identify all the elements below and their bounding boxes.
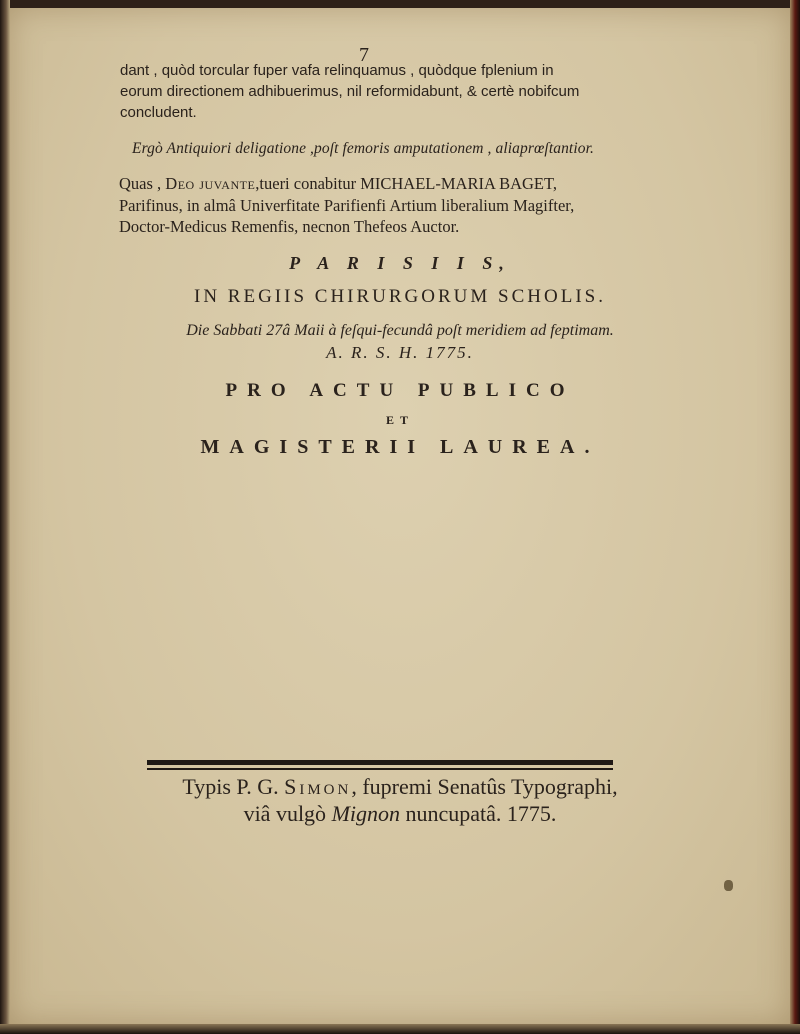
defense-paragraph: [119, 173, 574, 238]
ink-blot: [724, 880, 733, 891]
date-line: Die Sabbati 27â Maii à feſqui-fecundâ poſt meridiem ad feptimam.: [186, 322, 614, 339]
pro-actu-heading: PRO ACTU PUBLICO: [225, 380, 575, 401]
paragraph-line: concludent.: [120, 104, 197, 121]
paragraph-line: [119, 173, 574, 195]
et-heading: ET: [385, 413, 414, 427]
text-span: nuncupatâ. 1775.: [405, 801, 557, 826]
year-line: A. R. S. H. 1775.: [326, 343, 474, 362]
place-heading: P A R I S I I S,: [289, 253, 511, 273]
imprint-rule-thin: [147, 768, 613, 770]
text-span: ,tueri conabitur MICHAEL-MARIA BAGET,: [255, 174, 557, 193]
text-span: , fupremi Senatûs Typographi,: [351, 774, 618, 799]
imprint-line: [0, 774, 800, 800]
paragraph-line: eorum directionem adhibuerimus, nil reformidabunt, & certè nobifcum: [120, 83, 580, 100]
imprint-rule-thick: [147, 760, 613, 765]
printer-name: Simon: [284, 774, 352, 799]
page-number: 7: [359, 44, 369, 66]
page-right-edge: [790, 0, 800, 1034]
book-page: [10, 8, 790, 1024]
small-caps-text: Deo juvante: [165, 174, 256, 193]
laurea-heading: MAGISTERII LAUREA.: [200, 436, 600, 458]
text-span: Quas ,: [119, 174, 162, 193]
italic-text: Mignon: [331, 801, 401, 826]
imprint-line: [0, 801, 800, 827]
opening-paragraph: [120, 60, 579, 123]
paragraph-line: Doctor-Medicus Remenfis, necnon Thefeos Auctor.: [119, 217, 460, 236]
page-bottom-edge: [0, 1024, 800, 1034]
book-spine-edge: [0, 0, 10, 1034]
text-span: Typis P. G.: [182, 774, 279, 799]
institution-heading: IN REGIIS CHIRURGORUM SCHOLIS.: [194, 286, 606, 307]
paragraph-line: dant , quòd torcular fuper vafa relinquamus , quòdque fplenium in: [120, 62, 554, 79]
text-span: viâ vulgò: [243, 801, 327, 826]
paragraph-line: Parifinus, in almâ Univerfitate Parifienfi Artium liberalium Magifter,: [119, 195, 575, 215]
thesis-statement: Ergò Antiquiori deligatione ,poſt femoris amputationem , aliaprœſtantior.: [132, 140, 594, 157]
